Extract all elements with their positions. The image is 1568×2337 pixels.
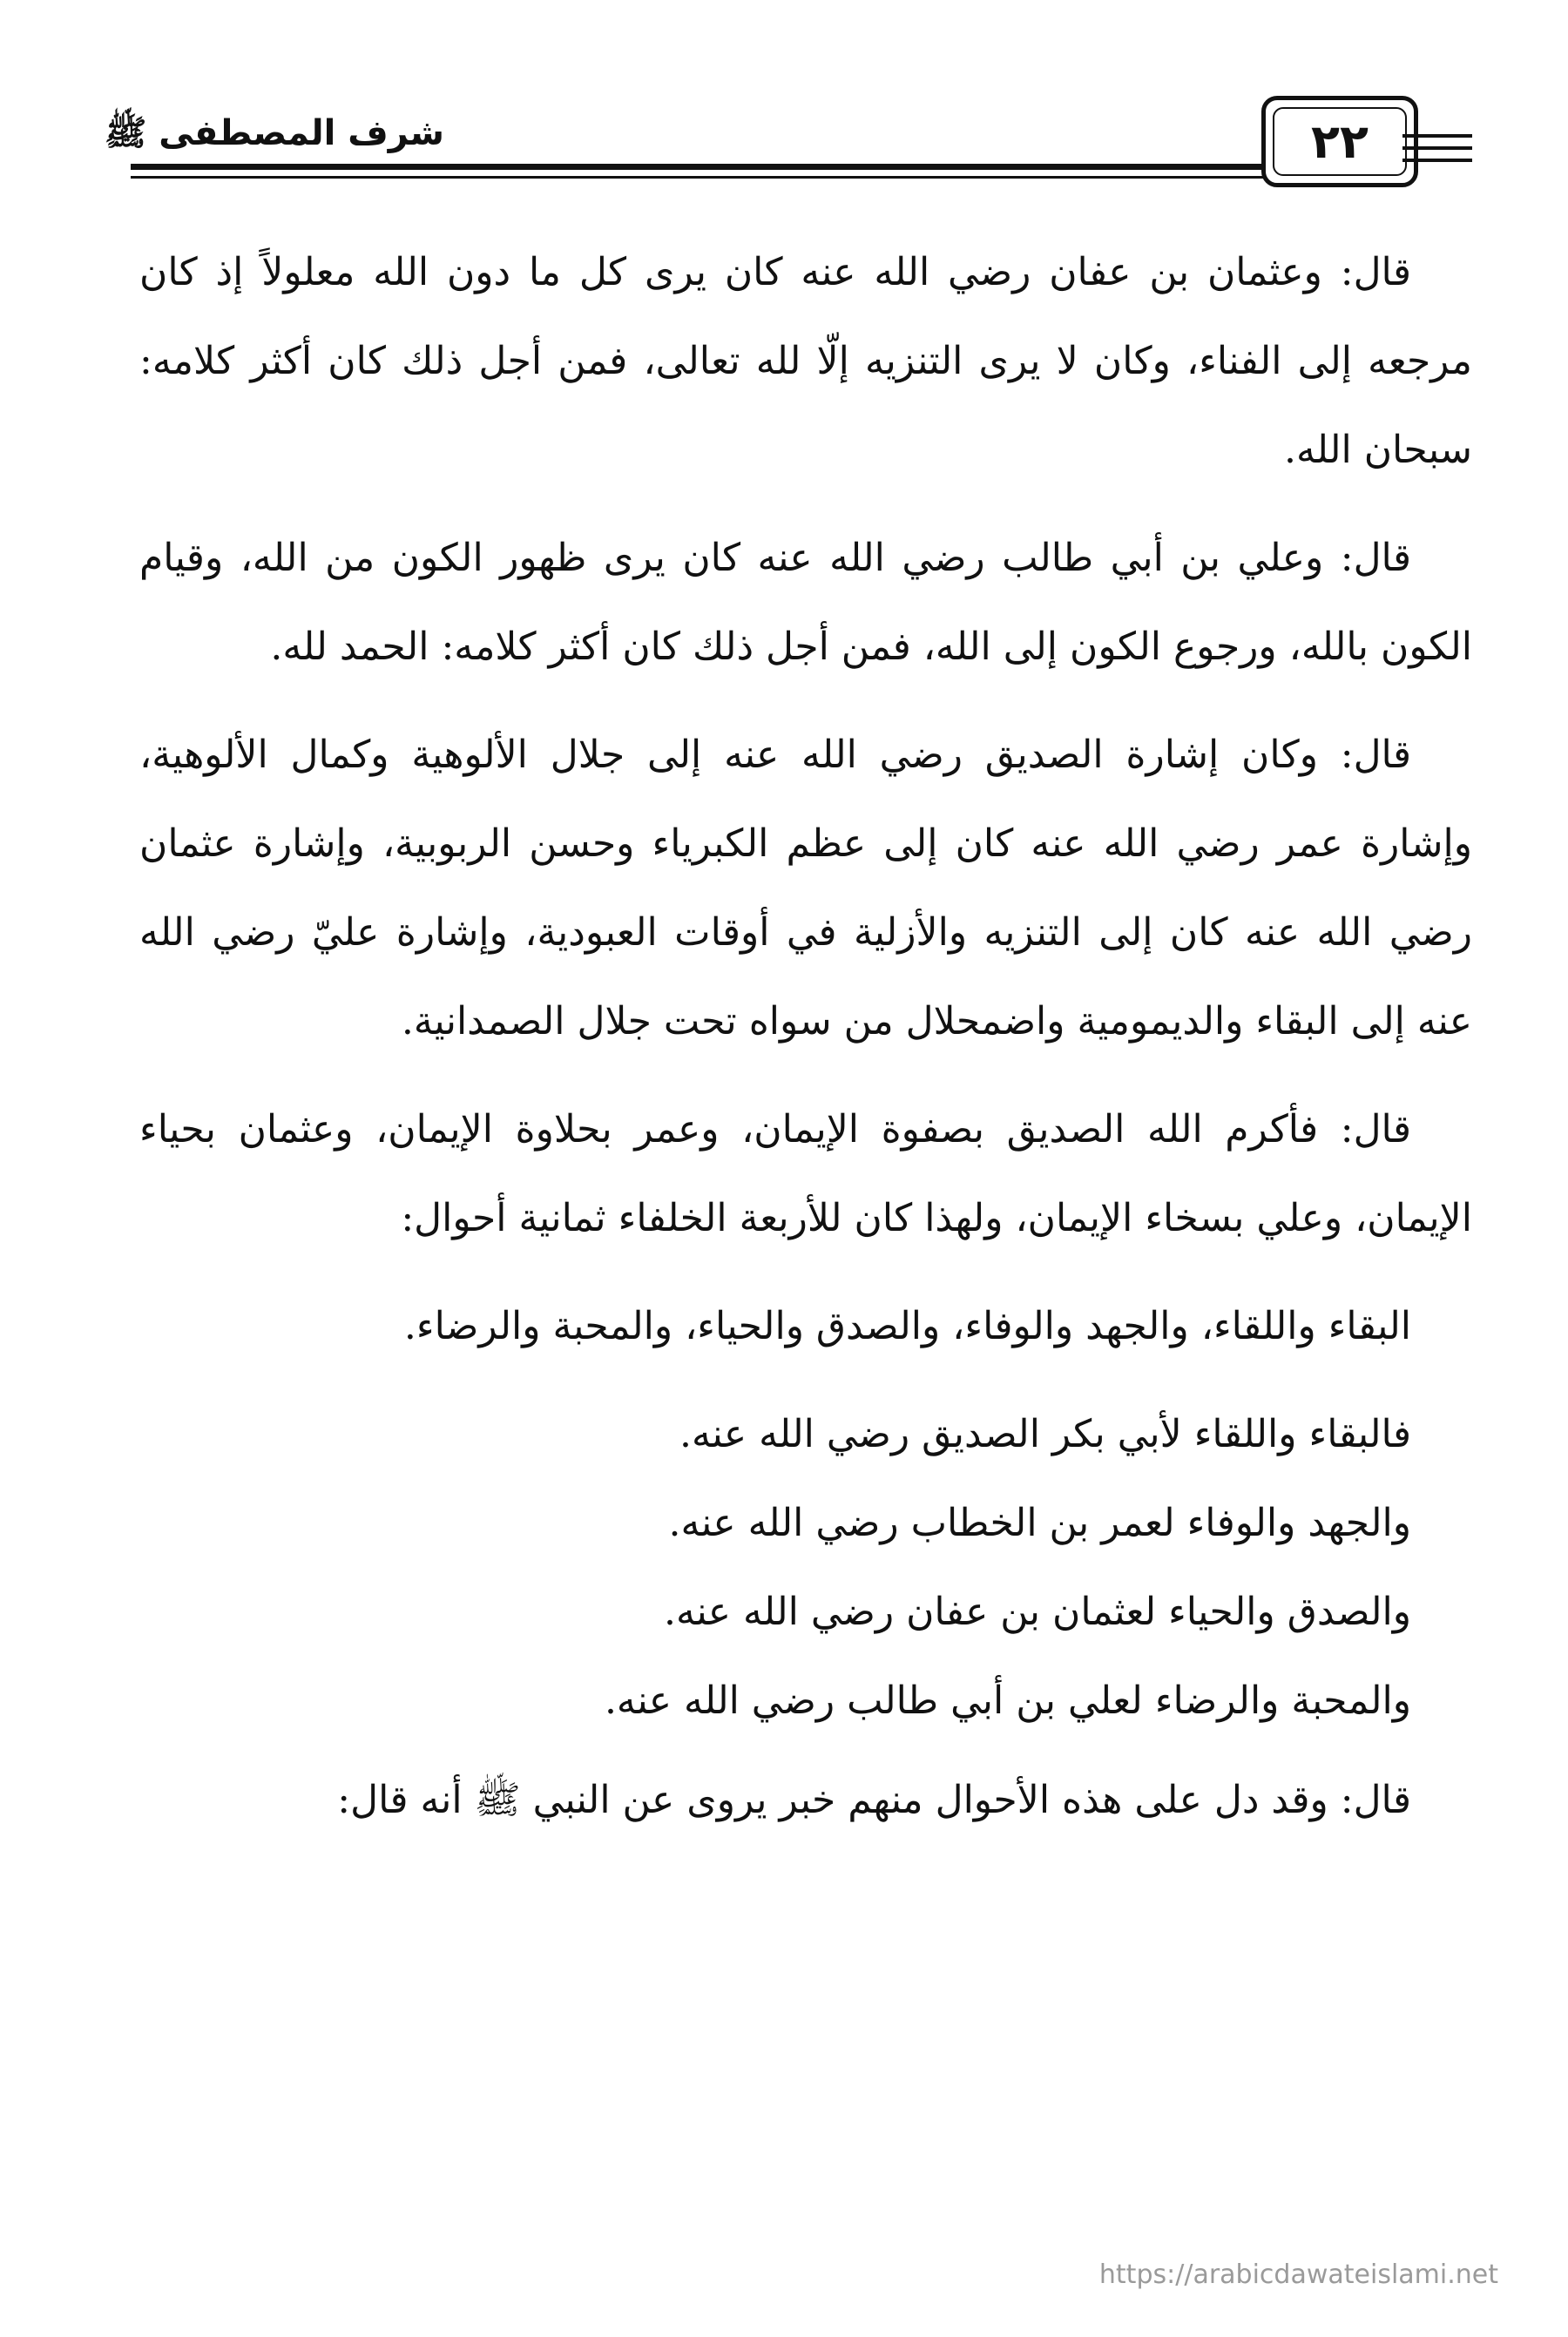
header-ornament-line: [1402, 134, 1472, 138]
page-number-frame: [1261, 96, 1418, 187]
source-watermark: https://arabicdawateislami.net: [1098, 2259, 1498, 2290]
paragraph: قال: وكان إشارة الصديق رضي الله عنه إلى جلال الألوهية وكمال الألوهية، وإشارة عمر رضي الله عنه كان إلى عظم الكبرياء وحسن الربوبية، وإشارة عثمان رضي الله عنه كان إلى التنزيه والأزلية في أوقات العبودية، وإشارة عليّ رضي الله عنه إلى البقاء والديمومية واضمحلال من سواه تحت جلال الصمدانية.: [139, 733, 1472, 1044]
book-title: شرف المصطفى ﷺ: [104, 113, 444, 153]
running-header: [104, 96, 1472, 192]
header-ornament-line: [1402, 146, 1472, 150]
header-rule: [131, 176, 1263, 179]
paragraph: قال: فأكرم الله الصديق بصفوة الإيمان، وعمر بحلاوة الإيمان، وعثمان بحياء الإيمان، وعلي بسخاء الإيمان، ولهذا كان للأربعة الخلفاء ثمانية أحوال:: [139, 1107, 1472, 1240]
page-number: ٢٢: [1311, 113, 1369, 169]
states-list: [139, 1390, 1472, 1746]
list-item: والمحبة والرضاء لعلي بن أبي طالب رضي الله عنه.: [604, 1678, 1411, 1723]
list-item: والصدق والحياء لعثمان بن عفان رضي الله عنه.: [663, 1590, 1411, 1634]
paragraph: قال: وقد دل على هذه الأحوال منهم خبر يروى عن النبي ﷺ أنه قال:: [337, 1778, 1411, 1822]
paragraph: قال: وعثمان بن عفان رضي الله عنه كان يرى كل ما دون الله معلولاً إذ كان مرجعه إلى الفناء، وكان لا يرى التنزيه إلّا لله تعالى، فمن أجل ذلك كان أكثر كلامه: سبحان الله.: [139, 250, 1472, 472]
list-item: والجهد والوفاء لعمر بن الخطاب رضي الله عنه.: [668, 1501, 1411, 1545]
list-item: فالبقاء واللقاء لأبي بكر الصديق رضي الله عنه.: [679, 1412, 1411, 1456]
paragraph: قال: وعلي بن أبي طالب رضي الله عنه كان يرى ظهور الكون من الله، وقيام الكون بالله، ورجوع الكون إلى الله، فمن أجل ذلك كان أكثر كلامه: الحمد لله.: [139, 536, 1472, 669]
body-text: [139, 228, 1472, 1845]
header-rule: [131, 164, 1263, 170]
paragraph: البقاء واللقاء، والجهد والوفاء، والصدق والحياء، والمحبة والرضاء.: [403, 1304, 1411, 1348]
header-ornament-line: [1402, 159, 1472, 162]
